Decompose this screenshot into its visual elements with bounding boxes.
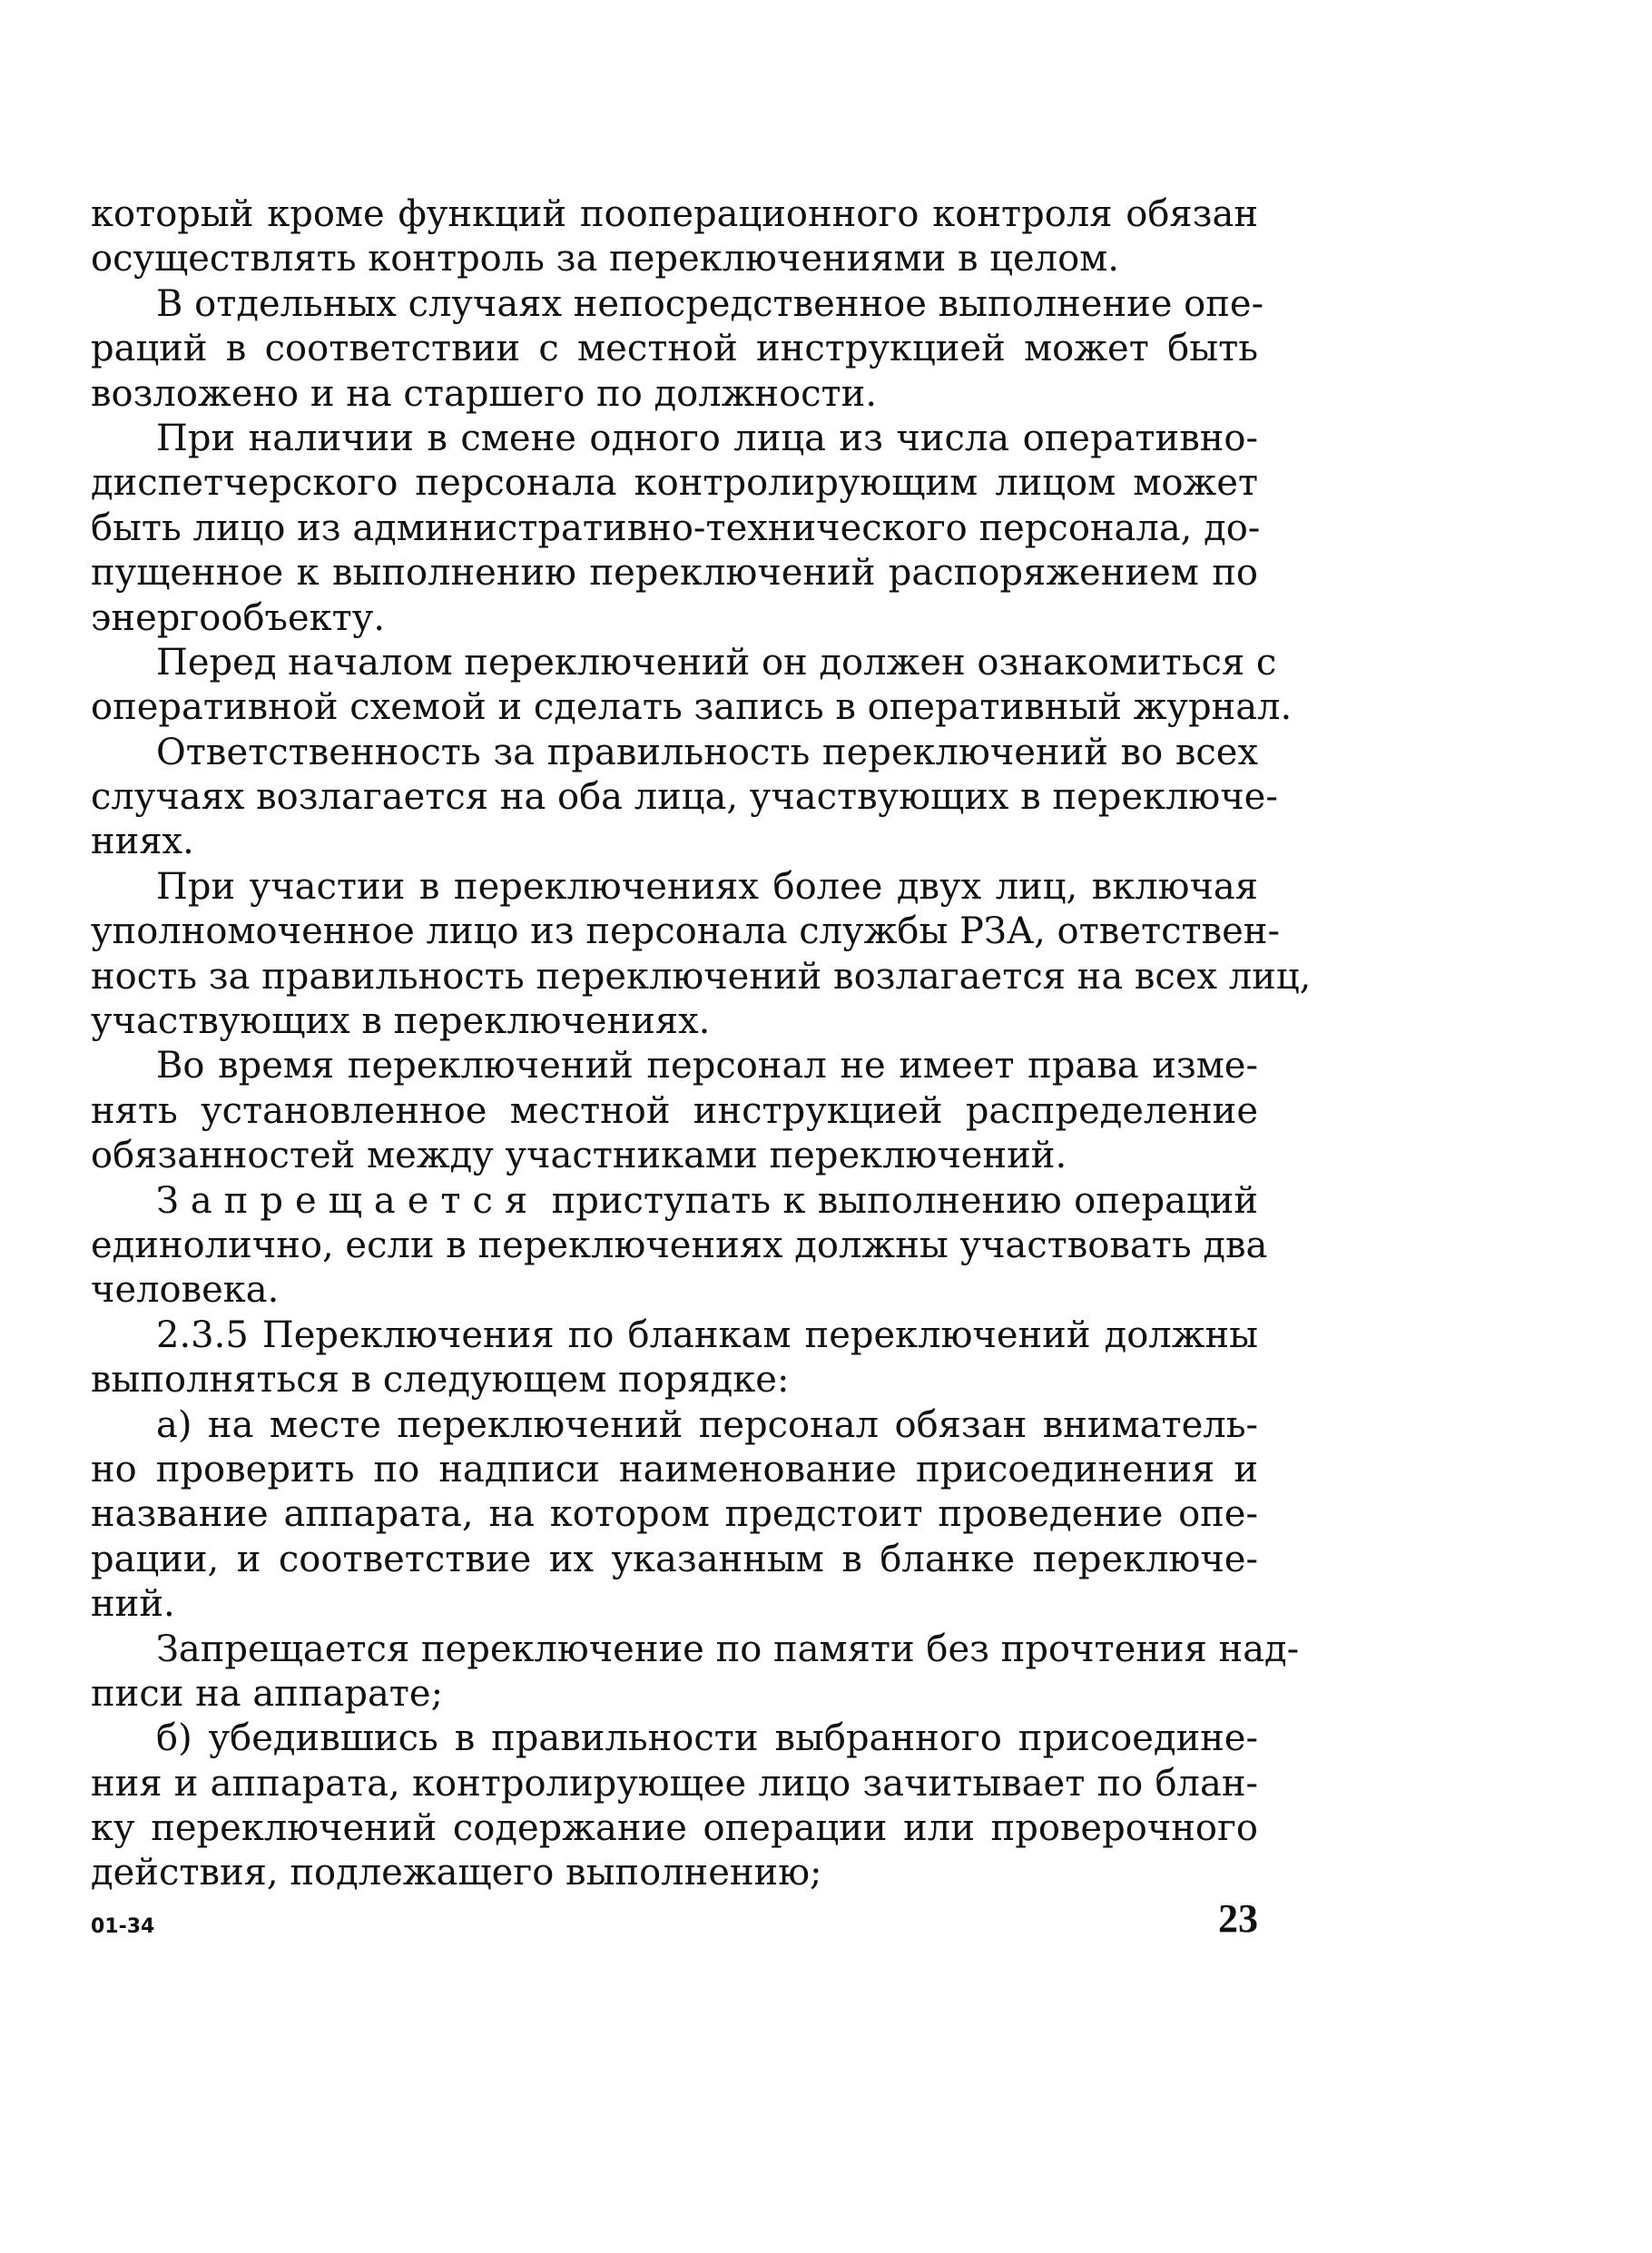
text-line: а) на месте переключений персонал обязан вниматель- — [156, 1403, 1258, 1446]
text-line: ку переключений содержание операции или проверочного — [91, 1807, 1258, 1850]
text-line: диспетчерского персонала контролирующим лицом может — [91, 462, 1258, 505]
text-line: Во время переключений персонал не имеет права изме- — [156, 1045, 1258, 1087]
text-line: быть лицо из административно-технического персонала, до- — [91, 507, 1261, 549]
page-number: 23 — [1218, 1896, 1258, 1941]
text-line: выполняться в следующем порядке: — [91, 1359, 790, 1402]
text-line: возложено и на старшего по должности. — [91, 372, 878, 415]
text-line: участвующих в переключениях. — [91, 1000, 711, 1043]
text-line: Запрещается переключение по памяти без прочтения над- — [156, 1628, 1300, 1670]
text-line: В отдельных случаях непосредственное выполнение опе- — [156, 282, 1264, 325]
text-line: б) убедившись в правильности выбранного присоедине- — [156, 1717, 1258, 1760]
text-line: обязанностей между участниками переключений. — [91, 1135, 1067, 1177]
text-line: название аппарата, на котором предстоит проведение опе- — [91, 1493, 1258, 1536]
text-line: 2.3.5 Переключения по бланкам переключений должны — [156, 1313, 1258, 1356]
text-line: рации, и соответствие их указанным в бланке переключе- — [91, 1538, 1258, 1580]
text-line: пущенное к выполнению переключений распоряжением по — [91, 552, 1258, 595]
text-line: единолично, если в переключениях должны участвовать два — [91, 1224, 1268, 1266]
text-line: Ответственность за правильность переключений во всех — [156, 731, 1258, 773]
print-code: 01-34 — [91, 1915, 155, 1938]
text-line: энергообъекту. — [91, 596, 386, 639]
text-line: ния и аппарата, контролирующее лицо зачитывает по блан- — [91, 1762, 1258, 1805]
text-line: оперативной схемой и сделать запись в оперативный журнал. — [91, 686, 1293, 729]
text-line: писи на аппарате; — [91, 1672, 444, 1715]
body-text — [91, 192, 1312, 1896]
text-line: который кроме функций пооперационного контроля обязан — [91, 193, 1258, 235]
text-line: При наличии в смене одного лица из числа оперативно- — [156, 417, 1258, 459]
text-line: При участии в переключениях более двух лиц, включая — [156, 865, 1258, 908]
text-line — [91, 1179, 1258, 1224]
text-line: осуществлять контроль за переключениями в целом. — [91, 238, 1119, 280]
text-line: ний. — [91, 1583, 175, 1626]
text-line: Перед началом переключений он должен ознакомиться с — [156, 641, 1277, 684]
text-line: человека. — [91, 1269, 280, 1312]
text-line: действия, подлежащего выполнению; — [91, 1852, 822, 1894]
text-fragment: приступать к выполнению операций — [539, 1179, 1258, 1222]
text-line: нять установленное местной инструкцией распределение — [91, 1089, 1258, 1132]
text-line: но проверить по надписи наименование присоединения и — [91, 1448, 1258, 1491]
text-line: случаях возлагается на оба лица, участвующих в переключе- — [91, 776, 1278, 819]
text-line: раций в соответствии с местной инструкцией может быть — [91, 328, 1258, 370]
text-line: ность за правильность переключений возлагается на всех лиц, — [91, 955, 1312, 998]
emphasized-word: Запрещается — [156, 1179, 540, 1222]
text-line: уполномоченное лицо из персонала службы РЗА, ответствен- — [91, 910, 1280, 953]
text-line: ниях. — [91, 821, 194, 863]
